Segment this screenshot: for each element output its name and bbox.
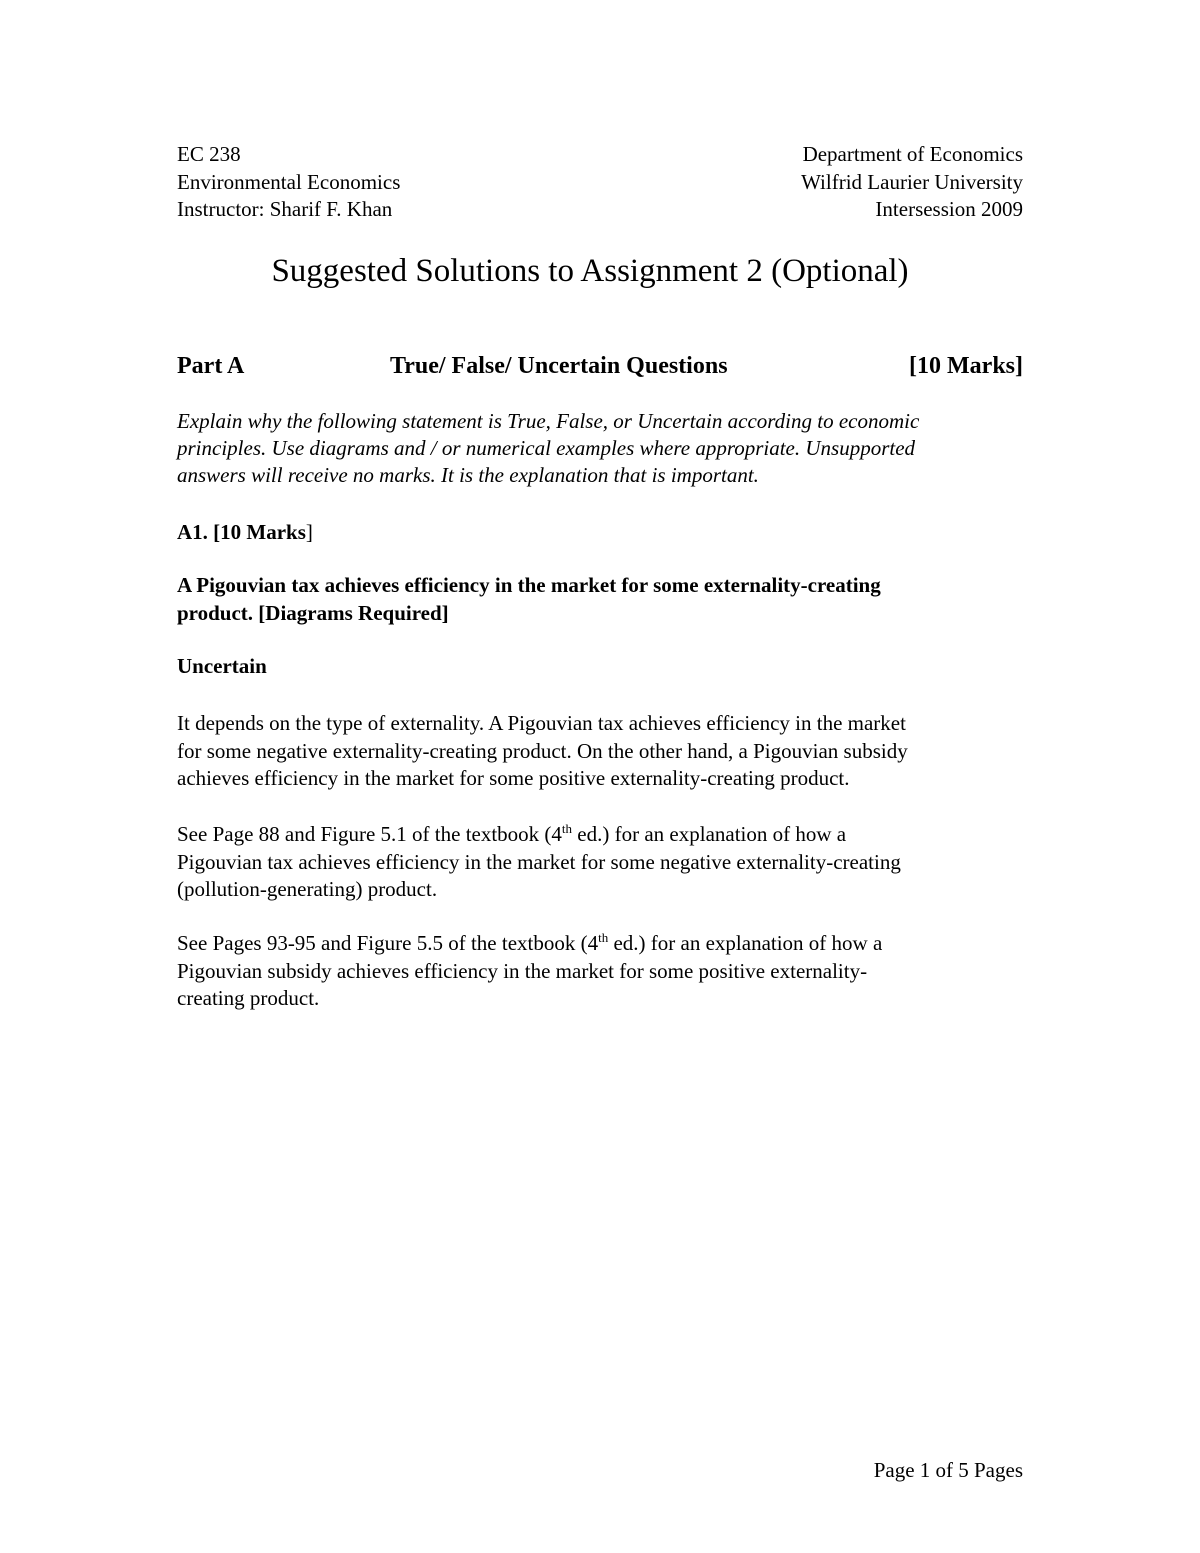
- course-info: [177, 141, 400, 224]
- question-statement: [177, 571, 1027, 627]
- paragraph-line: achieves efficiency in the market for some positive externality-creating product.: [177, 766, 850, 790]
- answer-paragraph-2: [177, 821, 1027, 904]
- text-run: See Page 88 and Figure 5.1 of the textbook (4: [177, 822, 562, 846]
- part-marks: [10 Marks]: [909, 353, 1023, 379]
- institution-info: [801, 141, 1023, 224]
- text-run: ed.) for an explanation of how a: [608, 931, 883, 955]
- paragraph-line: (pollution-generating) product.: [177, 877, 438, 901]
- paragraph-line: [177, 821, 1027, 849]
- question-line: product. [Diagrams Required]: [177, 601, 449, 625]
- instructions: [177, 408, 1027, 489]
- department: Department of Economics: [802, 142, 1023, 166]
- instructions-line: Explain why the following statement is True, False, or Uncertain according to economic: [177, 409, 920, 433]
- part-label: Part A: [177, 353, 245, 379]
- question-number: [177, 518, 313, 546]
- paragraph-line: Pigouvian tax achieves efficiency in the market for some negative externality-creating: [177, 849, 901, 874]
- superscript: th: [598, 930, 609, 945]
- answer-paragraph-3: [177, 930, 1027, 1013]
- text-run: See Pages 93-95 and Figure 5.5 of the textbook (4: [177, 931, 599, 955]
- question-line: A Pigouvian tax achieves efficiency in the market for some externality-creating: [177, 573, 881, 597]
- university: Wilfrid Laurier University: [801, 169, 1023, 194]
- course-code: EC 238: [177, 142, 241, 166]
- paragraph-line: Pigouvian subsidy achieves efficiency in the market for some positive externality-: [177, 958, 868, 983]
- document-title: Suggested Solutions to Assignment 2 (Optional): [271, 253, 909, 289]
- answer-label: Uncertain: [177, 654, 267, 678]
- text-run: ed.) for an explanation of how a: [572, 822, 847, 846]
- superscript: th: [561, 821, 573, 836]
- part-heading: [177, 350, 1023, 382]
- paragraph-line: creating product.: [177, 986, 320, 1010]
- instructions-line: answers will receive no marks. It is the explanation that is important.: [177, 463, 759, 487]
- course-name: Environmental Economics: [177, 169, 401, 194]
- instructor: Instructor: Sharif F. Khan: [177, 197, 393, 221]
- question-number-prefix: A1. [10 Marks: [177, 520, 306, 544]
- page-number: Page 1 of 5 Pages: [873, 1458, 1023, 1482]
- paragraph-line: It depends on the type of externality. A Pigouvian tax achieves efficiency in the market: [177, 711, 906, 735]
- answer-paragraph-1: [177, 710, 1027, 793]
- question-number-suffix: ]: [305, 520, 313, 544]
- part-topic: True/ False/ Uncertain Questions: [390, 353, 728, 379]
- term: Intersession 2009: [875, 197, 1023, 221]
- instructions-line: principles. Use diagrams and / or numerical examples where appropriate. Unsupported: [177, 436, 916, 460]
- paragraph-line: for some negative externality-creating product. On the other hand, a Pigouvian subsidy: [177, 738, 908, 763]
- paragraph-line: [177, 930, 1027, 958]
